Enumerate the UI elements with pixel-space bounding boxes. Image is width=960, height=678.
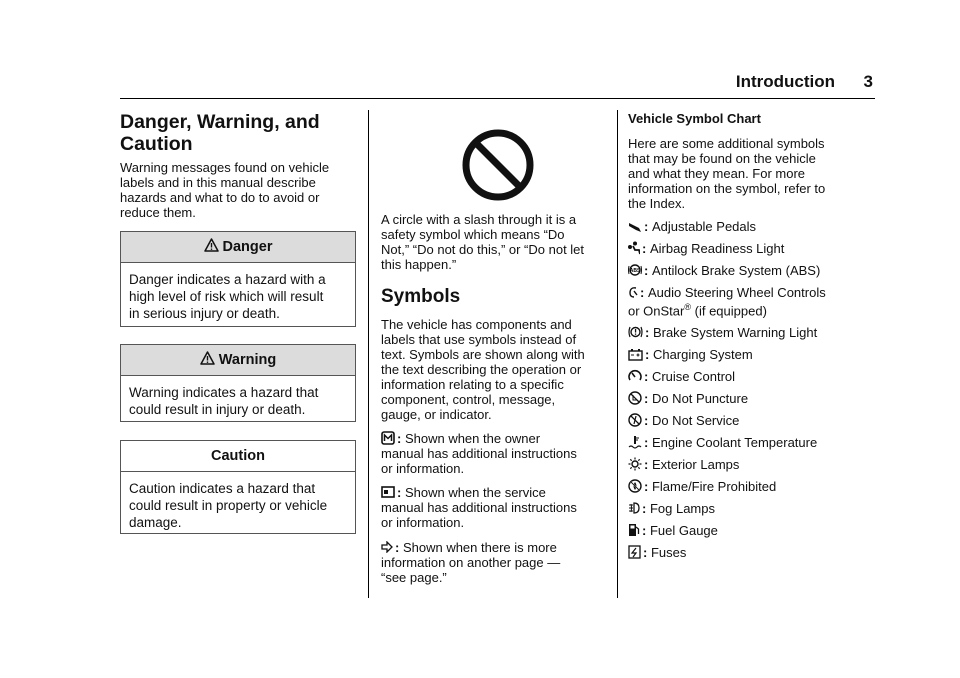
text-line: or information. bbox=[381, 461, 465, 476]
list-item: : Fog Lamps bbox=[628, 501, 873, 516]
fuses-icon bbox=[628, 545, 641, 560]
list-item: ABS : Antilock Brake System (ABS) bbox=[629, 263, 821, 278]
danger-box-header bbox=[121, 232, 355, 263]
warning-box bbox=[120, 344, 356, 422]
registered-mark: ® bbox=[684, 302, 691, 312]
column-divider bbox=[368, 110, 369, 598]
text-line: manual has additional instructions bbox=[381, 500, 577, 515]
text-line: component, control, message, bbox=[381, 392, 556, 407]
list-item: : Cruise Control bbox=[628, 369, 873, 384]
column-middle bbox=[381, 108, 611, 598]
text-line: this happen.” bbox=[381, 257, 457, 272]
warning-triangle-icon bbox=[204, 232, 219, 262]
list-item: : Adjustable Pedals bbox=[628, 219, 873, 234]
do-not-service-icon bbox=[628, 413, 642, 428]
text-line: Shown when there is more bbox=[402, 540, 557, 555]
text-line: Here are some additional symbols bbox=[628, 136, 825, 151]
adjustable-pedals-icon bbox=[628, 219, 642, 234]
text-line: Caution indicates a hazard that bbox=[129, 481, 316, 496]
symbols-heading: Symbols bbox=[381, 286, 461, 307]
text-line: Warning messages found on vehicle bbox=[120, 160, 330, 175]
text-line: information relating to a specific bbox=[381, 377, 564, 392]
symbol-label-line2: (if equipped) bbox=[694, 303, 767, 319]
list-item: : Audio Steering Wheel Controls or OnStar® (if equipped) bbox=[628, 285, 826, 319]
list-item: : Fuel Gauge bbox=[628, 523, 873, 538]
text-line: that may be found on the vehicle bbox=[628, 151, 816, 166]
warning-body bbox=[121, 376, 355, 424]
text-line: could result in injury or death. bbox=[129, 402, 306, 417]
list-item: : Do Not Puncture bbox=[628, 391, 873, 406]
battery-icon bbox=[628, 347, 643, 362]
text-line: Danger indicates a hazard with a bbox=[129, 272, 326, 287]
chart-intro bbox=[628, 136, 873, 211]
symbol-label: Brake System Warning Light bbox=[652, 325, 818, 341]
text-line: or information. bbox=[381, 515, 465, 530]
symbol-label: Adjustable Pedals bbox=[651, 219, 757, 234]
symbol-label: Fog Lamps bbox=[649, 501, 715, 517]
warning-title: Warning bbox=[218, 352, 277, 368]
symbol-label: Antilock Brake System (ABS) bbox=[651, 263, 821, 278]
text-line: in serious injury or death. bbox=[129, 306, 280, 321]
symbol-label-line2: or OnStar bbox=[628, 303, 685, 319]
symbol-label: Exterior Lamps bbox=[651, 457, 740, 473]
warning-box-header bbox=[121, 345, 355, 376]
see-page-entry: : Shown when there is more information on another page — “see page.” bbox=[381, 540, 561, 585]
list-item: : Airbag Readiness Light bbox=[628, 241, 873, 256]
text-line: safety symbol which means “Do bbox=[381, 227, 565, 242]
symbol-label: Engine Coolant Temperature bbox=[651, 435, 818, 451]
text-line: high level of risk which will result bbox=[129, 289, 324, 304]
prohibition-circle-icon bbox=[461, 128, 535, 207]
danger-box bbox=[120, 231, 356, 327]
symbol-label: Fuses bbox=[650, 545, 687, 561]
text-line: Shown when the service bbox=[404, 485, 546, 500]
warning-triangle-icon bbox=[200, 345, 215, 375]
list-item: : Brake System Warning Light bbox=[628, 325, 873, 340]
danger-body bbox=[121, 263, 355, 328]
steering-wheel-controls-icon bbox=[628, 285, 638, 300]
symbol-list bbox=[628, 219, 873, 560]
fog-lamps-icon bbox=[628, 501, 640, 516]
text-line: information on another page — bbox=[381, 555, 561, 570]
column-divider bbox=[617, 110, 618, 598]
exterior-lamps-icon bbox=[628, 457, 642, 472]
do-not-puncture-icon bbox=[628, 391, 642, 406]
owner-manual-entry: : Shown when the owner manual has additional instructions or information. bbox=[381, 431, 577, 476]
service-manual-entry: : Shown when the service manual has additional instructions or information. bbox=[381, 485, 577, 530]
svg-text:ABS: ABS bbox=[629, 268, 641, 274]
symbol-label: Fuel Gauge bbox=[649, 523, 718, 539]
page-reference-icon bbox=[381, 540, 393, 555]
symbol-label: Do Not Puncture bbox=[651, 391, 749, 407]
text-line: and what they mean. For more bbox=[628, 166, 806, 181]
section-heading-line: Danger, Warning, and bbox=[120, 111, 320, 133]
page-number: 3 bbox=[863, 72, 873, 91]
list-item: : Exterior Lamps bbox=[628, 457, 873, 472]
text-line: “see page.” bbox=[381, 570, 447, 585]
text-line: Shown when the owner bbox=[404, 431, 541, 446]
list-item: : Flame/Fire Prohibited bbox=[628, 479, 873, 494]
text-line: A circle with a slash through it is a bbox=[381, 212, 577, 227]
symbol-label: Charging System bbox=[652, 347, 753, 363]
text-line: Not,” “Do not do this,” or “Do not let bbox=[381, 242, 585, 257]
airbag-icon bbox=[628, 241, 640, 256]
caution-box bbox=[120, 440, 356, 534]
section-title: Introduction bbox=[735, 72, 835, 91]
symbol-label: Cruise Control bbox=[651, 369, 736, 385]
list-item: : Fuses bbox=[628, 545, 873, 560]
no-flame-icon bbox=[628, 479, 642, 494]
symbol-label: Flame/Fire Prohibited bbox=[651, 479, 777, 495]
list-item: : Charging System bbox=[628, 347, 873, 362]
symbol-label: Airbag Readiness Light bbox=[649, 241, 785, 256]
caution-box-header bbox=[121, 441, 355, 472]
brake-warning-icon bbox=[628, 325, 643, 340]
header-rule bbox=[120, 98, 875, 99]
abs-icon bbox=[628, 263, 642, 278]
symbols-paragraph bbox=[381, 317, 585, 422]
text-line: gauge, or indicator. bbox=[381, 407, 492, 422]
section-heading-line: Caution bbox=[120, 133, 193, 155]
column-right bbox=[628, 108, 873, 567]
page-header bbox=[120, 72, 875, 98]
list-item: : Engine Coolant Temperature bbox=[628, 435, 873, 450]
chart-title: Vehicle Symbol Chart bbox=[628, 111, 761, 126]
cruise-control-icon bbox=[628, 369, 642, 384]
slash-symbol-paragraph bbox=[381, 212, 584, 272]
text-line: the Index. bbox=[628, 196, 686, 211]
owner-manual-icon bbox=[381, 431, 395, 446]
text-line: damage. bbox=[129, 515, 182, 530]
text-line: hazards and what to do to avoid or bbox=[120, 190, 320, 205]
text-line: The vehicle has components and bbox=[381, 317, 572, 332]
coolant-temperature-icon bbox=[628, 435, 642, 450]
text-line: could result in property or vehicle bbox=[129, 498, 328, 513]
fuel-gauge-icon bbox=[628, 523, 640, 538]
text-line: manual has additional instructions bbox=[381, 446, 577, 461]
symbol-label: Do Not Service bbox=[651, 413, 740, 429]
list-item: : Do Not Service bbox=[628, 413, 873, 428]
symbol-label: Audio Steering Wheel Controls bbox=[647, 285, 826, 300]
text-line: information on the symbol, refer to bbox=[628, 181, 826, 196]
text-line: reduce them. bbox=[120, 205, 196, 220]
text-line: the text describing the operation or bbox=[381, 362, 582, 377]
text-line: labels that use symbols instead of bbox=[381, 332, 577, 347]
text-line: labels and in this manual describe bbox=[120, 175, 316, 190]
text-line: Warning indicates a hazard that bbox=[129, 385, 319, 400]
service-manual-icon bbox=[381, 485, 395, 500]
danger-title: Danger bbox=[222, 239, 273, 255]
caution-body bbox=[121, 472, 355, 537]
intro-paragraph bbox=[120, 160, 329, 220]
caution-title: Caution bbox=[211, 448, 265, 464]
text-line: text. Symbols are shown along with bbox=[381, 347, 585, 362]
